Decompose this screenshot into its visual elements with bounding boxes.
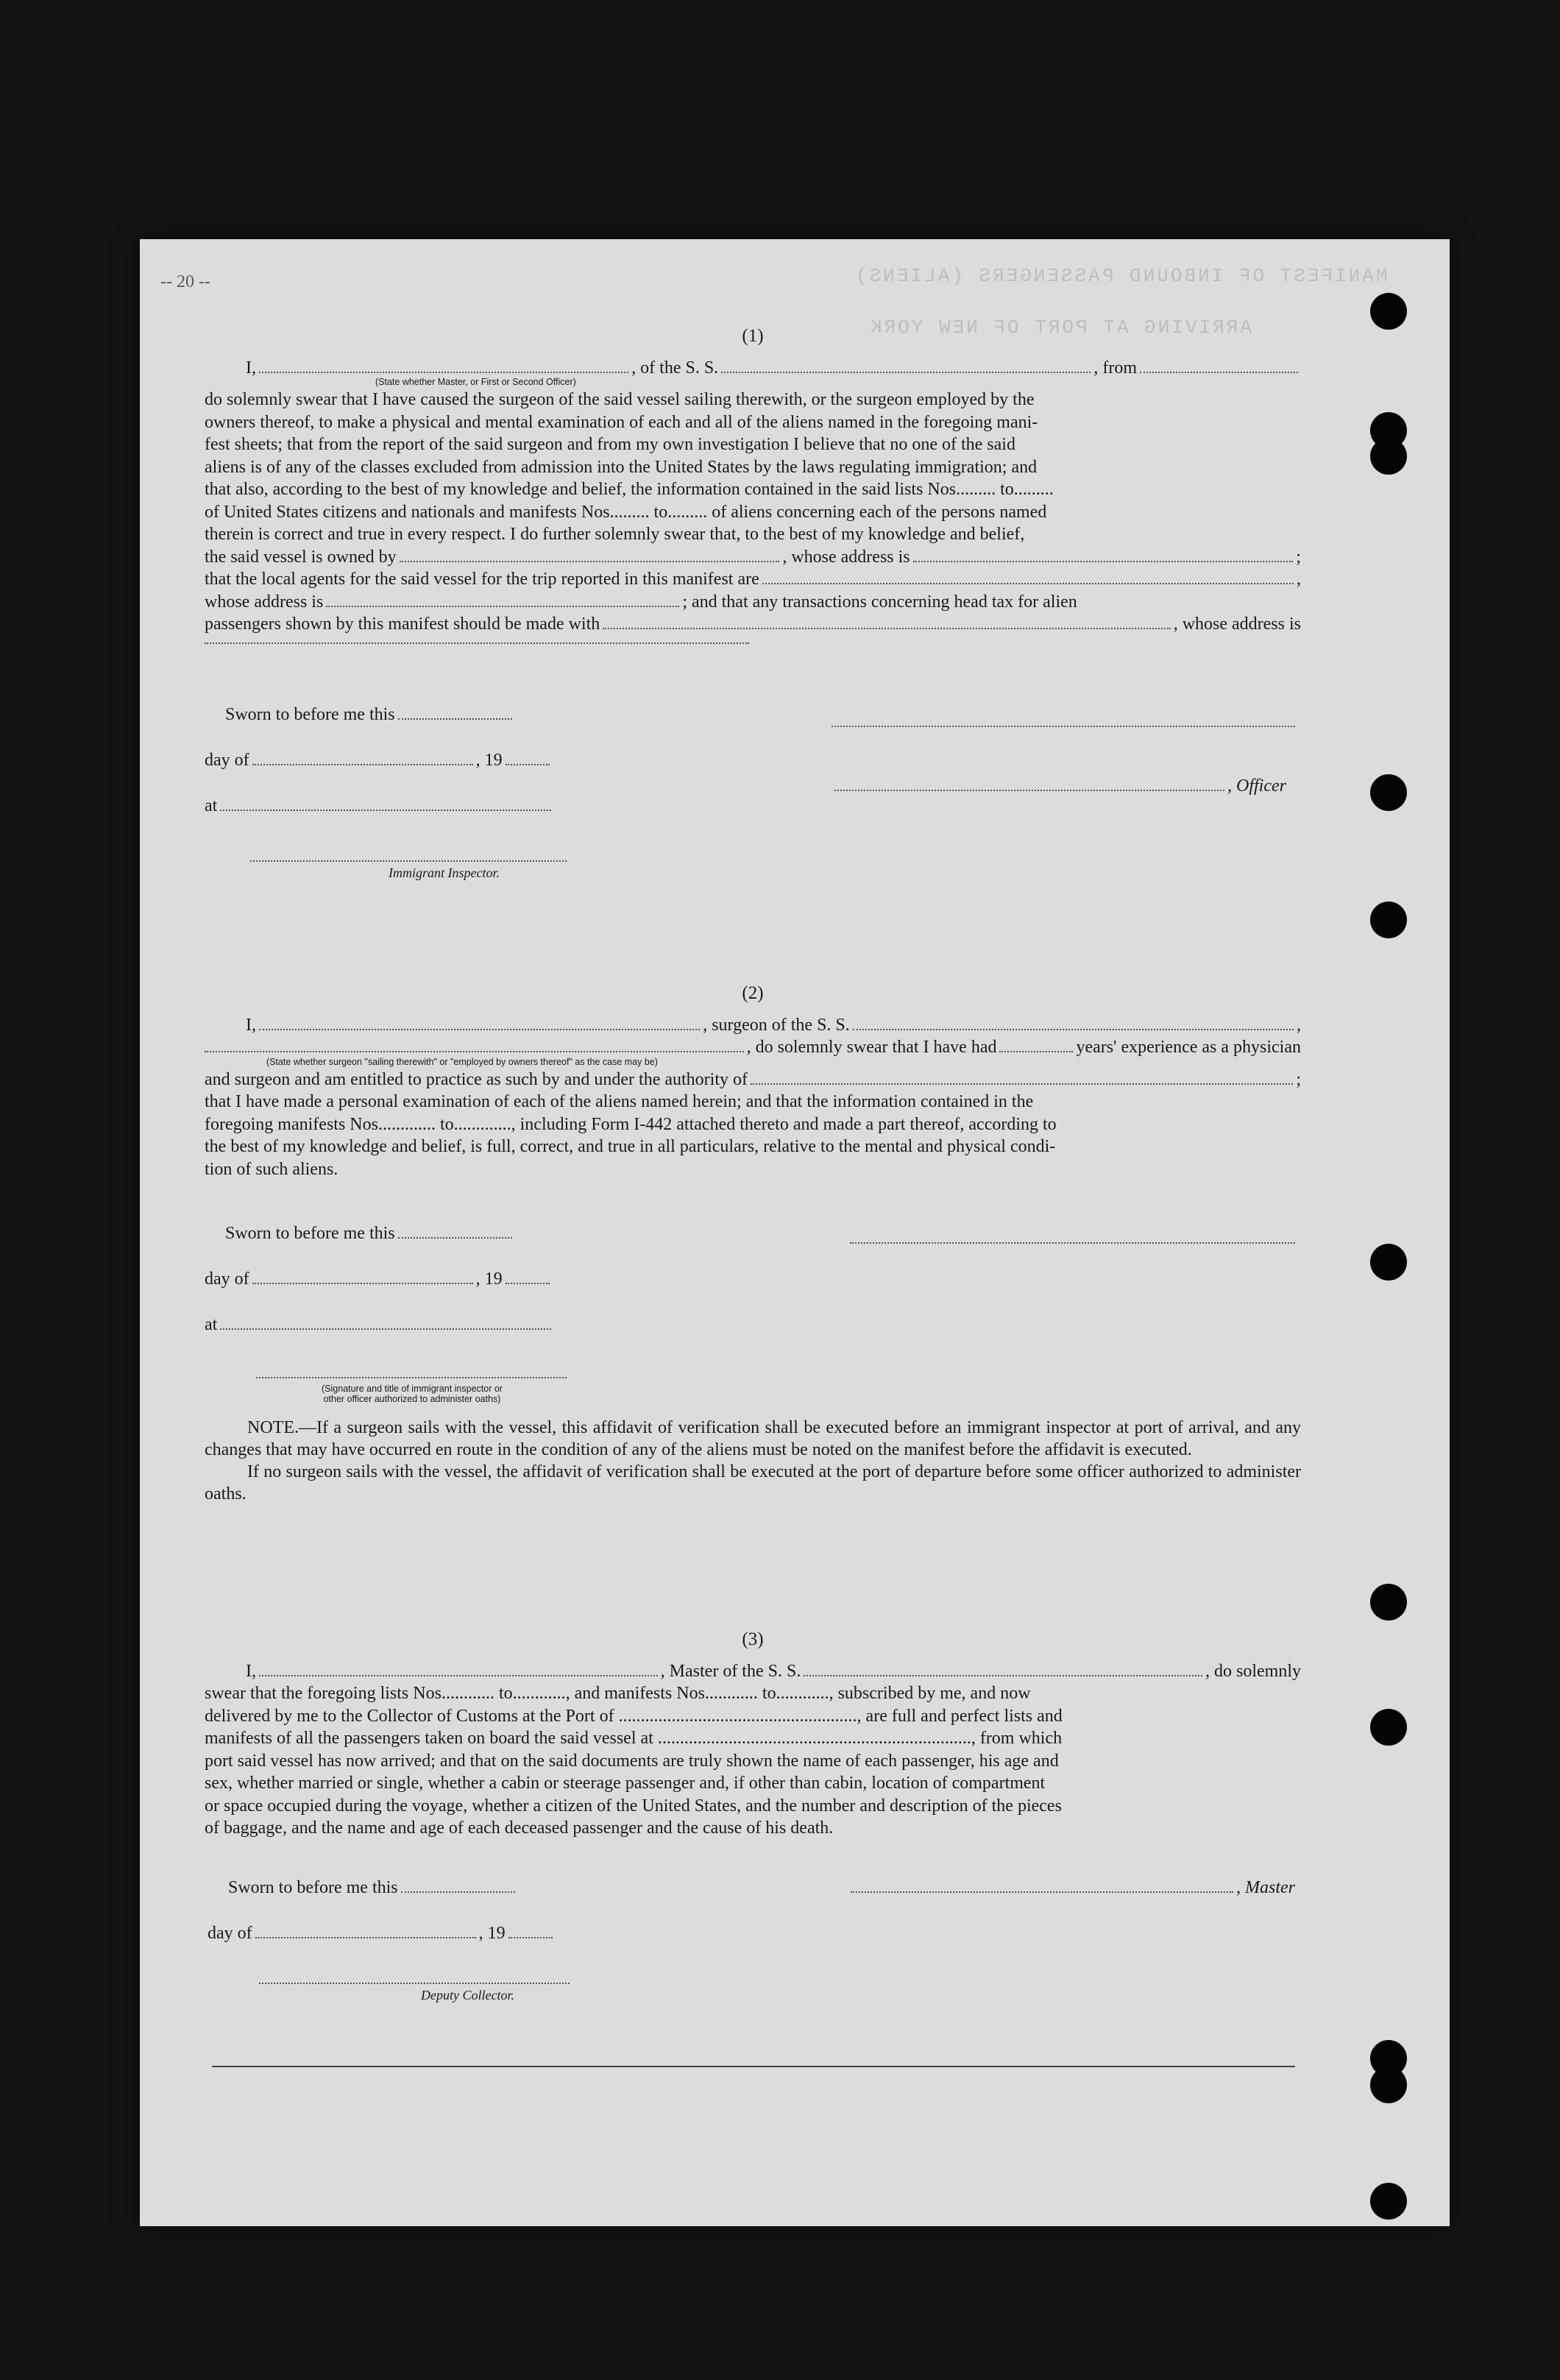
agents-field[interactable] [762, 582, 1294, 584]
inspector-signature-field-2[interactable] [256, 1376, 567, 1378]
surgeon-name-line: I, , surgeon of the S. S. , [246, 1015, 1301, 1035]
affidavit-master-lists [205, 1629, 1301, 1840]
section-number: (1) [742, 326, 764, 346]
experience-line: , do solemnly swear that I have had years' experience as a physician [205, 1036, 1301, 1059]
officer-signature-field[interactable] [832, 725, 1295, 727]
punch-hole [1370, 1584, 1407, 1621]
surgeon-signature-field[interactable] [850, 1242, 1295, 1244]
month-field-1[interactable] [252, 763, 473, 765]
authority-field[interactable] [751, 1083, 1293, 1085]
year-field-2[interactable] [506, 1282, 550, 1284]
section-number: (2) [742, 983, 764, 1003]
punch-hole [1370, 438, 1407, 475]
vessel-name-field-3[interactable] [804, 1674, 1202, 1676]
years-field[interactable] [999, 1050, 1073, 1052]
master-name-line: I, , of the S. S. , from [205, 357, 1301, 380]
master-rank-note: (State whether Master, or First or Second Officer) [375, 377, 576, 387]
affidavit-master [205, 325, 1301, 644]
surgeon-vessel-field[interactable] [853, 1028, 1294, 1030]
vessel-name-field[interactable] [721, 371, 1091, 373]
owner-field[interactable] [400, 560, 780, 562]
authority-line: and surgeon and am entitled to practice as such by and under the authority of ; [205, 1069, 1301, 1089]
owner-line: the said vessel is owned by , whose address is ; [205, 547, 1302, 567]
at-line-2: at [205, 1315, 554, 1335]
master-lists-oath-text: swear that the foregoing lists Nos............ to............, and manifests Nos............ to............, subscribed by me, and now delivered by me to the Collector of Customs at the Port of ......................................................, are full and perfect lists and manifests of all the passengers taken on board the said vessel at ......................................................................., from which port said vessel has now arrived; and that on the said documents are truly shown the name of each passenger, his age and sex, whether married or single, whether a cabin or steerage passenger and, if other than cabin, location of compartment or space occupied during the voyage, whether a citizen of the United States, and the number and description of the pieces of baggage, and the name and age of each deceased passenger and the cause of his death. [205, 1684, 1063, 1838]
sworn-line-2: Sworn to before me this [225, 1224, 515, 1244]
head-tax-address-field[interactable] [205, 642, 749, 644]
bleed-through-text-1: MANIFEST OF INBOUND PASSENGERS (ALIENS) [854, 265, 1388, 287]
collector-caption: Deputy Collector. [421, 1988, 514, 2002]
officer-name-field[interactable] [834, 789, 1224, 791]
inspector-signature-field[interactable] [250, 860, 567, 862]
master-signature-line: , Master [848, 1878, 1295, 1898]
page-mark: -- 20 -- [160, 272, 210, 291]
head-tax-party-field[interactable] [603, 627, 1170, 629]
bottom-rule [212, 2066, 1295, 2067]
day-of-line-1: day of , 19 [205, 751, 553, 771]
collector-signature-field[interactable] [259, 1982, 570, 1984]
month-field-2[interactable] [252, 1282, 473, 1284]
from-port-field[interactable] [1140, 371, 1298, 373]
surgeon-oath-text: that I have made a personal examination of each of the aliens named herein; and that the information contained in the foregoing manifests Nos............. to............., including Form I-442 attached thereto and made a part thereof, according to the best of my knowledge and belief, is full, correct, and true in all particulars, relative to the mental and physical condi- tion of such aliens. [205, 1092, 1057, 1179]
punch-hole [1370, 902, 1407, 938]
officer-signature-line: , Officer [832, 776, 1286, 796]
punch-hole [1370, 1244, 1407, 1281]
master-name-field[interactable] [259, 371, 628, 373]
affidavit-surgeon [205, 982, 1301, 1180]
master-oath-text: do solemnly swear that I have caused the surgeon of the said vessel sailing therewith, or the surgeon employed by the owners thereof, to make a physical and mental examination of each and all of the aliens named in the foregoing mani- fest sheets; that from the report of the said surgeon and from my own investigation I believe that no one of the said aliens is of any of the classes excluded from admission into the United States by the laws regulating immigration; and that also, according to the best of my knowledge and belief, the information contained in the said lists Nos......... to......... of United States citizens and nationals and manifests Nos......... to......... of aliens concerning each of the persons named therein is correct and true in every respect. I do further solemnly swear that, to the best of my knowledge and belief, [205, 390, 1054, 544]
head-tax-line: passengers shown by this manifest should be made with , whose address is [205, 615, 1301, 634]
bleed-through-text-2: ARRIVING AT PORT OF NEW YORK [868, 316, 1252, 339]
owner-address-field[interactable] [913, 560, 1294, 562]
at-line-1: at [205, 796, 554, 816]
sworn-day-field-3[interactable] [401, 1891, 515, 1893]
agents-address-field[interactable] [326, 605, 679, 607]
master-name-field-3[interactable] [259, 1674, 658, 1676]
agents-address-line: whose address is ; and that any transactions concerning head tax for alien [205, 592, 1077, 612]
punch-hole [1370, 1709, 1407, 1746]
place-field-1[interactable] [220, 809, 551, 811]
punch-hole [1370, 774, 1407, 811]
punch-hole [1370, 293, 1407, 330]
surgeon-status-note: (State whether surgeon "sailing therewith" or "employed by owners thereof" as the case may be) [266, 1056, 658, 1067]
agents-line: that the local agents for the said vessel for the trip reported in this manifest are , [205, 570, 1301, 589]
inspector-caption: Immigrant Inspector. [389, 865, 500, 880]
year-field-3[interactable] [508, 1936, 553, 1938]
sworn-line-1: Sworn to before me this [225, 705, 515, 725]
master-signature-field[interactable] [851, 1891, 1233, 1893]
signature-caption: (Signature and title of immigrant inspector or other officer authorized to administer oaths) [322, 1384, 503, 1404]
punch-hole [1370, 2183, 1407, 2220]
note-paragraph: NOTE.—If a surgeon sails with the vessel, this affidavit of verification shall be executed before an immigrant inspector at port of arrival, and any changes that may have occurred en route in the condition of any of the aliens must be noted on the manifest before the affidavit is executed. If no surgeon sails with the vessel, the affidavit of verification shall be executed at the port of departure before some officer authorized to administer oaths. [205, 1418, 1301, 1504]
sworn-day-field-2[interactable] [398, 1236, 512, 1239]
sworn-line-3: Sworn to before me this [228, 1878, 518, 1898]
punch-hole [1370, 2066, 1407, 2103]
surgeon-name-field[interactable] [259, 1028, 700, 1030]
sworn-day-field-1[interactable] [398, 718, 512, 720]
section-number: (3) [742, 1629, 764, 1649]
day-of-line-3: day of , 19 [208, 1924, 556, 1944]
master-name-line-3: I, , Master of the S. S. , do solemnly [246, 1661, 1301, 1681]
month-field-3[interactable] [255, 1936, 476, 1938]
day-of-line-2: day of , 19 [205, 1269, 553, 1289]
surgeon-status-field[interactable] [205, 1050, 744, 1052]
place-field-2[interactable] [220, 1328, 551, 1330]
year-field-1[interactable] [506, 763, 550, 765]
